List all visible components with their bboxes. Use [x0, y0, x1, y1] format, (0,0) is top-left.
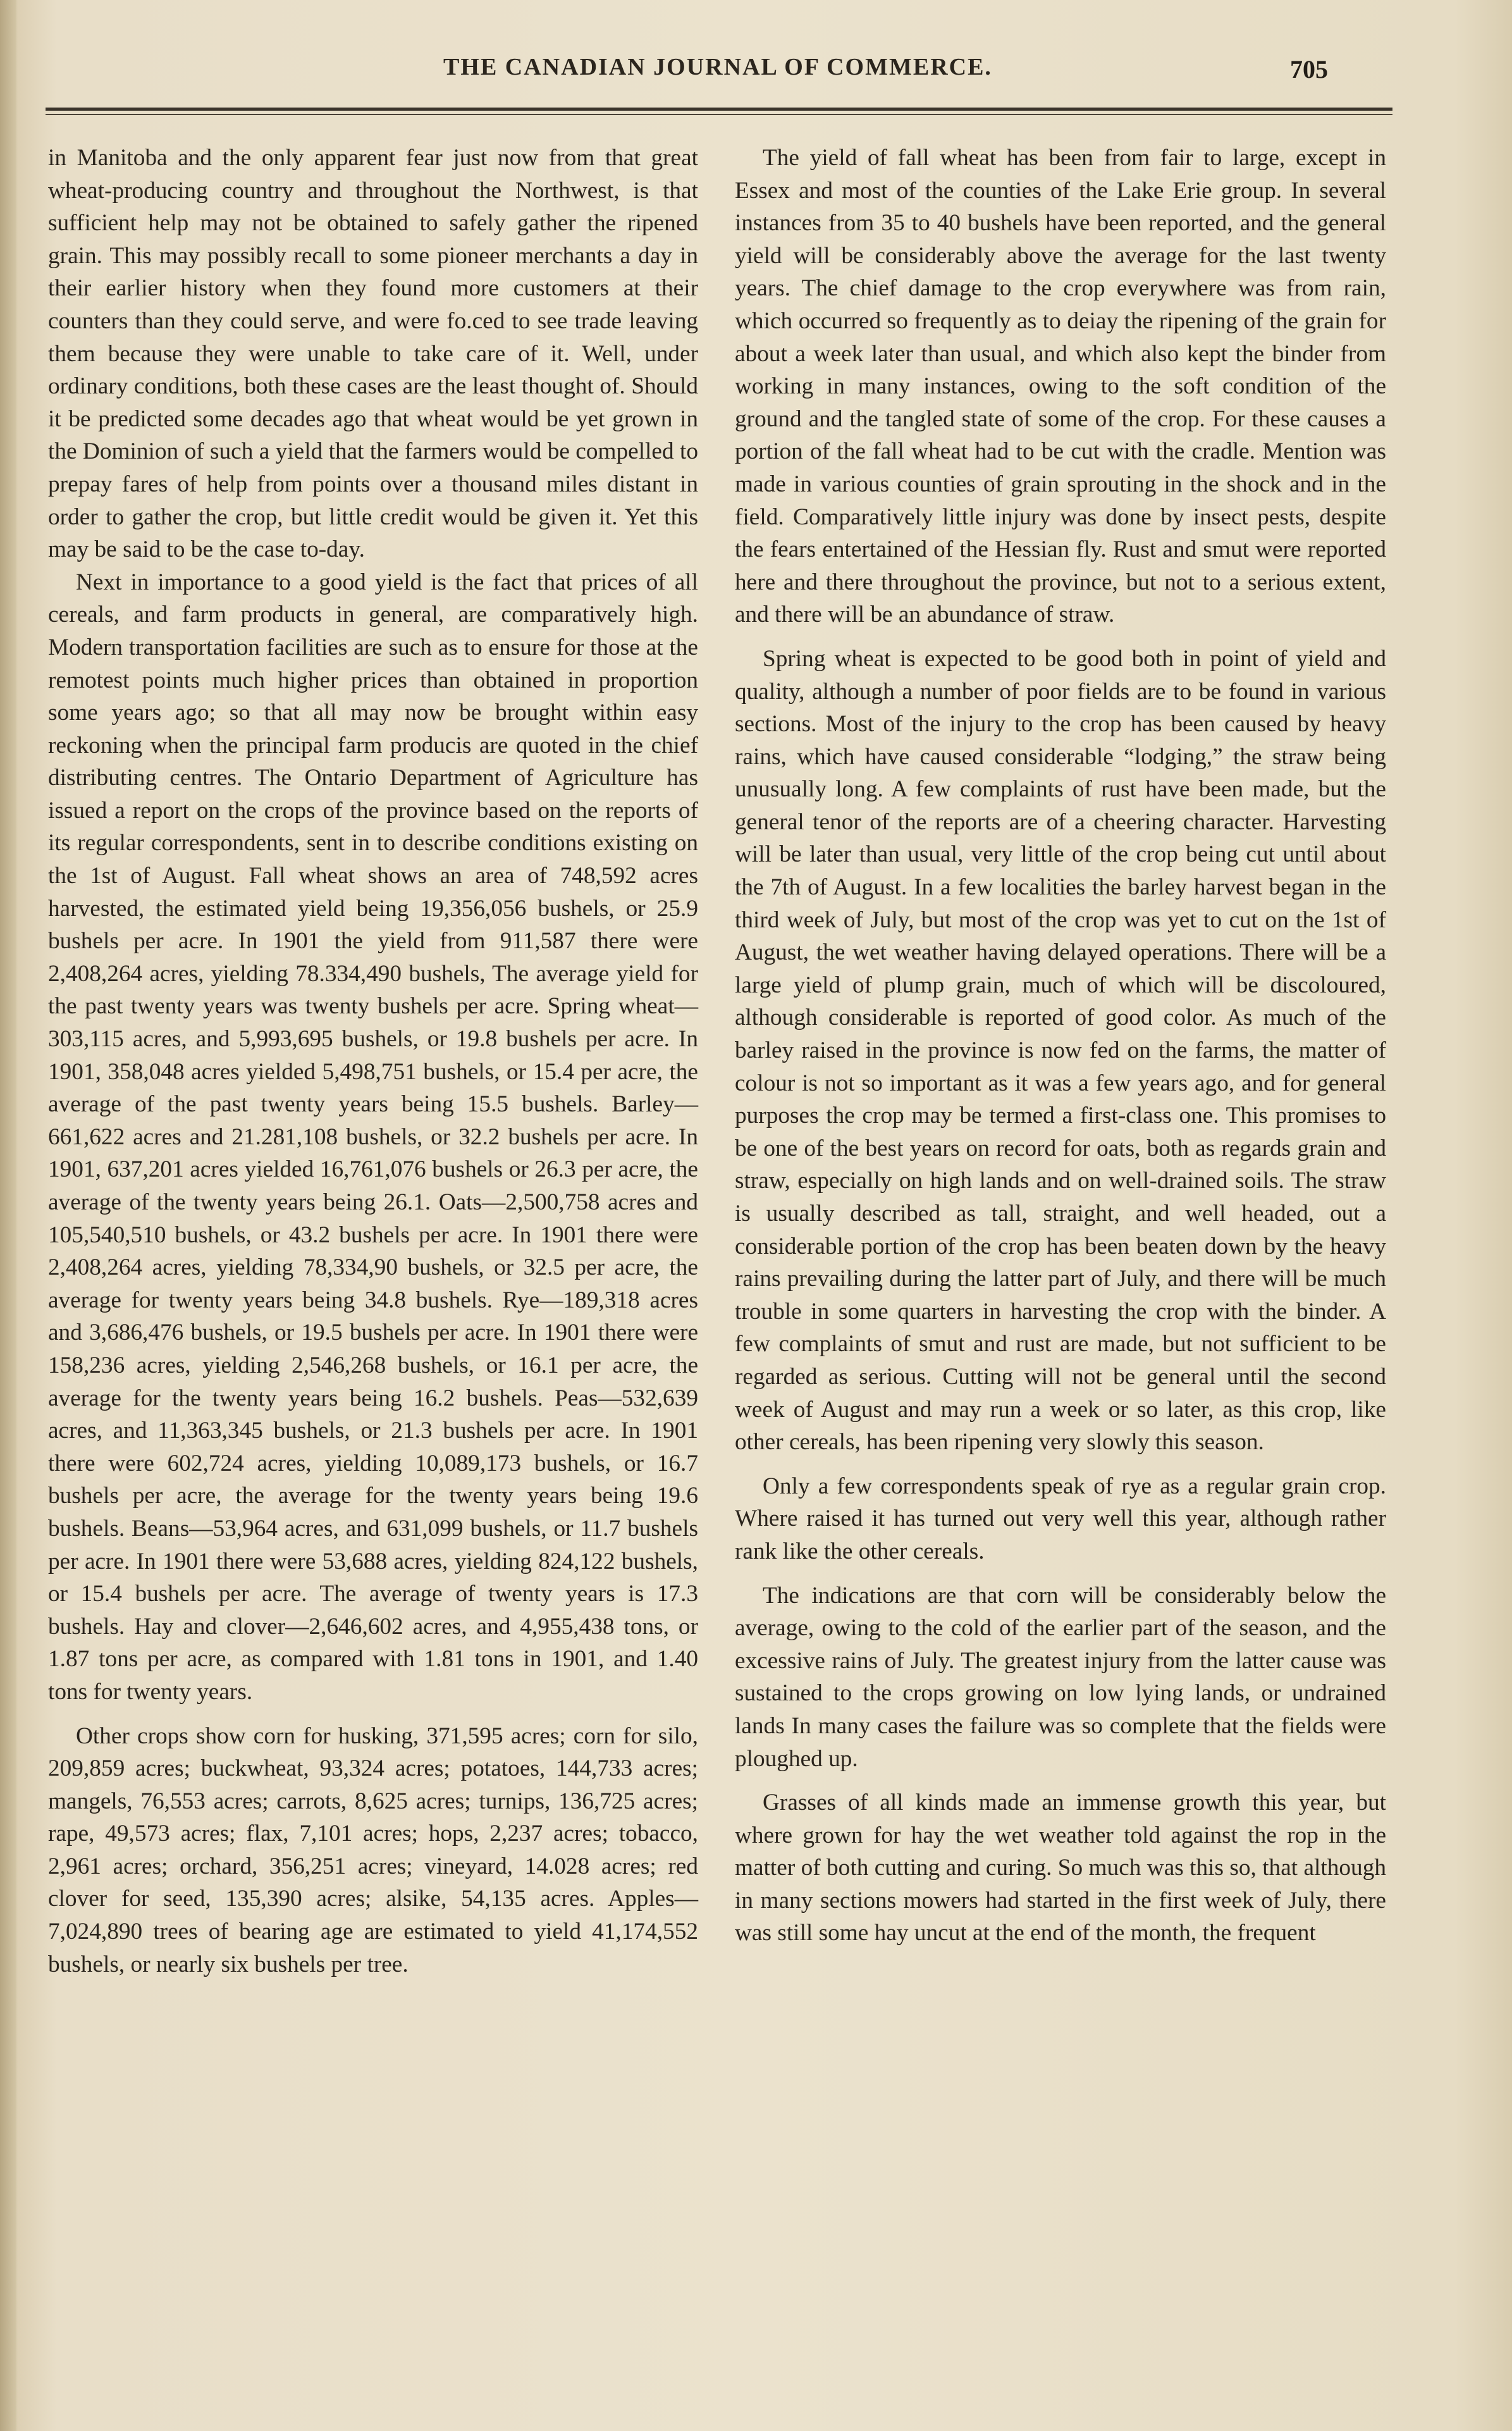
- page-header: [44, 53, 1391, 97]
- page-binding-edge: [0, 0, 16, 2431]
- paragraph-fall-wheat: The yield of fall wheat has been from fair to large, except in Essex and most of the counties of the Lake Erie group. In several instances from 35 to 40 bushels have been reported, and the general yield will be considerably above the average for the last twenty years. The chief damage to the crop everywhere was from rain, which occurred so frequently as to deiay the ripening of the grain for about a week later than usual, and which also kept the binder from working in many instances, owing to the soft condition of the ground and the tangled state of some of the crop. For these causes a portion of the fall wheat had to be cut with the cradle. Mention was made in various counties of grain sprouting in the shock and in the field. Comparatively little injury was done by insect pests, despite the fears entertained of the Hessian fly. Rust and smut were reported here and there throughout the province, but not to a serious extent, and there will be an abundance of straw.: [735, 145, 1386, 628]
- paragraph-rye: Only a few correspondents speak of rye as a regular grain crop. Where raised it has turned out very well this year, although rather rank like the other cereals.: [735, 1473, 1386, 1564]
- left-column: [48, 142, 698, 1981]
- paragraph-corn: The indications are that corn will be considerably below the average, owing to the cold of the earlier part of the season, and the excessive rains of July. The greatest injury from the latter cause was sustained to the crops growing on low lying lands, or undrained lands In many cases the failure was so complete that the fields were ploughed up.: [735, 1582, 1386, 1772]
- header-rule-thick: [46, 108, 1392, 111]
- paragraph-grasses: Grasses of all kinds made an immense growth this year, but where grown for hay the wet weather told against the rop in the matter of both cutting and curing. So much was this so, that although in many sections mowers had started in the first week of July, there was still some hay uncut at the end of the month, the frequent: [735, 1790, 1386, 1946]
- paragraph-continued: in Manitoba and the only apparent fear just now from that great wheat-producing country and throughout the Northwest, is that sufficient help may not be obtained to safely gather the ripened grain. This may possibly recall to some pioneer merchants a day in their earlier history when they found more customers at their counters than they could serve, and were fo.ced to see trade leaving them because they were unable to take care of it. Well, under ordinary conditions, both these cases are the least thought of. Should it be predicted some decades ago that wheat would be yet grown in the Dominion of such a yield that the farmers would be compelled to prepay fares of help from points over a thousand miles distant in order to gather the crop, but little credit would be given it. Yet this may be said to be the case to-day.: [48, 145, 698, 563]
- header-rule-thin: [46, 114, 1392, 115]
- paragraph-crop-report: Next in importance to a good yield is the fact that prices of all cereals, and farm products in general, are comparatively high. Modern transportation facilities are such as to ensure for those at the remotest points much higher prices than obtained in proportion some years ago; so that all may now be brought within easy reckoning when the principal farm producis are quoted in the chief distributing centres. The Ontario Department of Agriculture has issued a report on the crops of the province based on the reports of its regular correspondents, sent in to describe conditions existing on the 1st of August. Fall wheat shows an area of 748,592 acres harvested, the estimated yield being 19,356,056 bushels, or 25.9 bushels per acre. In 1901 the yield from 911,587 there were 2,408,264 acres, yielding 78.334,490 bushels, The average yield for the past twenty years was twenty bushels per acre. Spring wheat—303,115 acres, and 5,993,695 bushels, or 19.8 bushels per acre. In 1901, 358,048 acres yielded 5,498,751 bushels, or 15.4 per acre, the average of the past twenty years being 15.5 bushels. Barley—661,622 acres and 21.281,108 bushels, or 32.2 bushels per acre. In 1901, 637,201 acres yielded 16,761,076 bushels or 26.3 per acre, the average of the twenty years being 26.1. Oats—2,500,758 acres and 105,540,510 bushels, or 43.2 bushels per acre. In 1901 there were 2,408,264 acres, yielding 78,334,90 bushels, or 32.5 per acre, the average for twenty years being 34.8 bushels. Rye—189,318 acres and 3,686,476 bushels, or 19.5 bushels per acre. In 1901 there were 158,236 acres, yielding 2,546,268 bushels, or 16.1 per acre, the average for the twenty years being 16.2 bushels. Peas—532,639 acres, and 11,363,345 bushels, or 21.3 bushels per acre. In 1901 there were 602,724 acres, yielding 10,089,173 bushels, or 16.7 bushels per acre, the average for the twenty years being 19.6 bushels. Beans—53,964 acres, and 631,099 bushels, or 11.7 bushels per acre. In 1901 there were 53,688 acres, yielding 824,122 bushels, or 15.4 bushels per acre. The average of twenty years is 17.3 bushels. Hay and clover—2,646,602 acres, and 4,955,438 tons, or 1.87 tons per acre, as compared with 1.81 tons in 1901, and 1.40 tons for twenty years.: [48, 569, 698, 1705]
- paragraph-spring-wheat: Spring wheat is expected to be good both in point of yield and quality, although a number of poor fields are to be found in various sections. Most of the injury to the crop has been caused by heavy rains, which have caused considerable “lodging,” the straw being unusually long. A few complaints of rust have been made, but the general tenor of the reports are of a cheering character. Harvesting will be later than usual, very little of the crop being cut until about the 7th of August. In a few localities the barley harvest began in the third week of July, but most of the crop was yet to cut on the 1st of August, the wet weather having delayed operations. There will be a large yield of plump grain, much of which will be discoloured, although considerable is reported of good color. As much of the barley raised in the province is now fed on the farms, the matter of colour is not so important as it was a few years ago, and for general purposes the crop may be termed a first-class one. This promises to be one of the best years on record for oats, both as regards grain and straw, especially on high lands and on well-drained soils. The straw is usually described as tall, straight, and well headed, out a considerable portion of the crop has been beaten down by the heavy rains prevailing during the latter part of July, and there will be much trouble in some quarters in harvesting the crop with the binder. A few complaints of smut and rust are made, but not sufficient to be regarded as serious. Cutting will not be general until the second week of August and may run a week or so later, as this crop, like other cereals, has been ripening very slowly this season.: [735, 645, 1386, 1456]
- running-title: THE CANADIAN JOURNAL OF COMMERCE.: [443, 54, 992, 80]
- paragraph-other-crops: Other crops show corn for husking, 371,595 acres; corn for silo, 209,859 acres; buckwheat, 93,324 acres; potatoes, 144,733 acres; mangels, 76,553 acres; carrots, 8,625 acres; turnips, 136,725 acres; rape, 49,573 acres; flax, 7,101 acres; hops, 2,237 acres; tobacco, 2,961 acres; orchard, 356,251 acres; vineyard, 14.028 acres; red clover for seed, 135,390 acres; alsike, 54,135 acres. Apples—7,024,890 trees of bearing age are estimated to yield 41,174,552 bushels, or nearly six bushels per tree.: [48, 1723, 698, 1977]
- page-number: 705: [1290, 55, 1328, 84]
- right-column: [735, 142, 1386, 1950]
